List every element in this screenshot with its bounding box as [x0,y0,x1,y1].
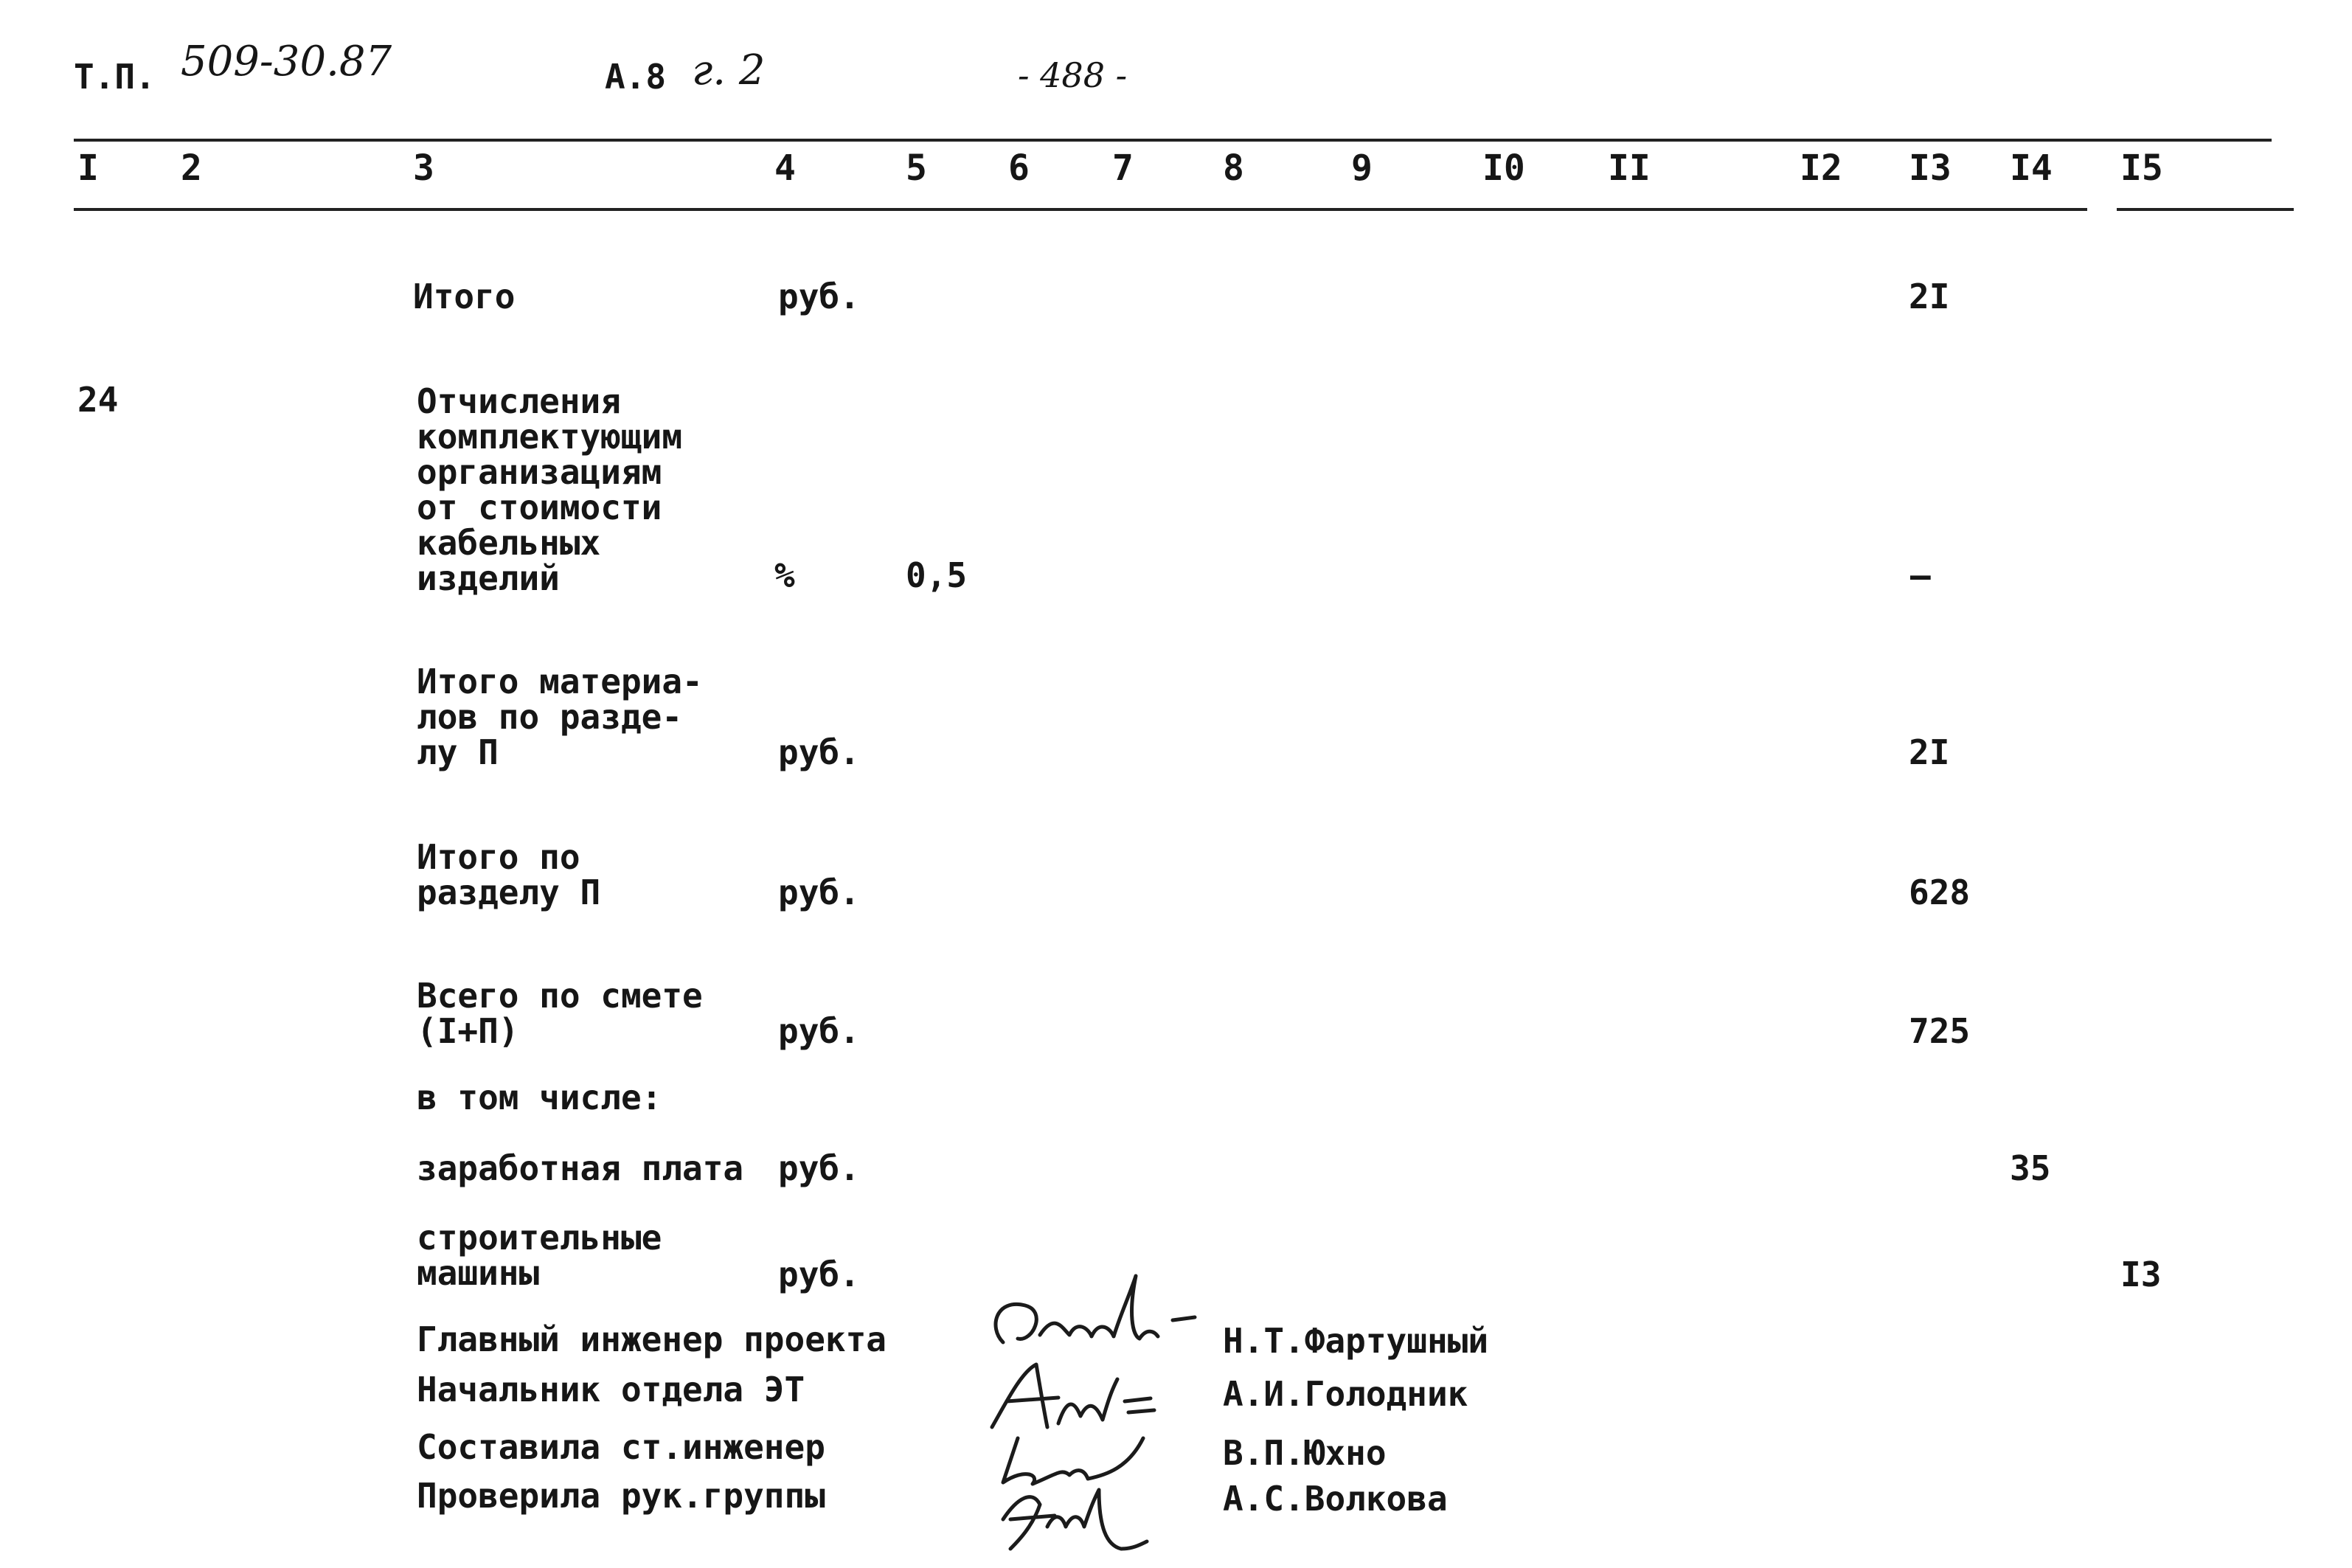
row-materials-c13: 2I [1909,732,1950,772]
row-24-unit: % [774,555,795,595]
row-machines-c15: I3 [2120,1255,2162,1294]
row-section-c13: 628 [1909,873,1971,912]
row-machines-name: строительные машины [417,1218,662,1293]
col-header-13: I3 [1909,148,1952,189]
album-suffix: г. 2 [692,46,766,94]
row-total-name: Всего по смете (I+П) [417,976,703,1051]
row-materials-name: Итого материа- лов по разде- лу П [417,662,703,772]
row-24-num: 24 [77,380,119,420]
row-section-unit: руб. [778,873,860,912]
sign-person-3: В.П.Юхно [1223,1433,1387,1473]
col-header-14: I4 [2010,148,2053,189]
sign-role-3: Составила ст.инженер [417,1427,825,1467]
header-top-rule [74,139,2272,142]
row-itogo-c13: 2I [1909,277,1950,316]
header-bottom-rule [74,208,2087,211]
row-wages-c14: 35 [2010,1148,2051,1188]
album-prefix: А.8 [605,57,667,97]
col-header-11: II [1608,148,1651,189]
col-header-7: 7 [1112,148,1134,189]
doc-number: 509-30.87 [181,38,392,86]
col-header-1: I [77,148,99,189]
row-materials-unit: руб. [778,732,860,772]
col-header-4: 4 [774,148,796,189]
row-including-name: в том числе: [417,1078,662,1117]
header-bottom-rule-col15 [2117,208,2294,211]
col-header-2: 2 [181,148,202,189]
sign-role-1: Главный инженер проекта [417,1319,887,1359]
sign-person-2: А.И.Голодник [1223,1374,1468,1414]
col-header-15: I5 [2120,148,2163,189]
row-section-name: Итого по разделу П [417,837,601,912]
doc-prefix: Т.П. [74,57,156,97]
col-header-12: I2 [1800,148,1842,189]
row-wages-unit: руб. [778,1148,860,1188]
col-header-3: 3 [413,148,434,189]
sign-person-4: А.С.Волкова [1223,1479,1448,1519]
row-24-c5: 0,5 [906,555,968,595]
signature-1-image [981,1269,1202,1372]
row-total-c13: 725 [1909,1011,1971,1051]
row-itogo-unit: руб. [778,277,860,316]
sign-role-4: Проверила рук.группы [417,1476,825,1516]
signature-4-image [988,1475,1165,1556]
sign-person-1: Н.Т.Фартушный [1223,1321,1489,1361]
page-number: - 488 - [1018,55,1128,95]
col-header-8: 8 [1223,148,1244,189]
sign-role-2: Начальник отдела ЭТ [417,1370,805,1409]
row-machines-unit: руб. [778,1255,860,1294]
row-24-c13: – [1910,555,1931,595]
row-24-name: Отчисления комплектующим организациям от стоимости кабельных изделий [417,381,683,598]
row-wages-name: заработная плата [417,1148,744,1188]
col-header-9: 9 [1351,148,1373,189]
row-itogo-name: Итого [413,277,516,316]
row-total-unit: руб. [778,1011,860,1051]
col-header-10: I0 [1482,148,1525,189]
col-header-5: 5 [906,148,927,189]
col-header-6: 6 [1008,148,1030,189]
